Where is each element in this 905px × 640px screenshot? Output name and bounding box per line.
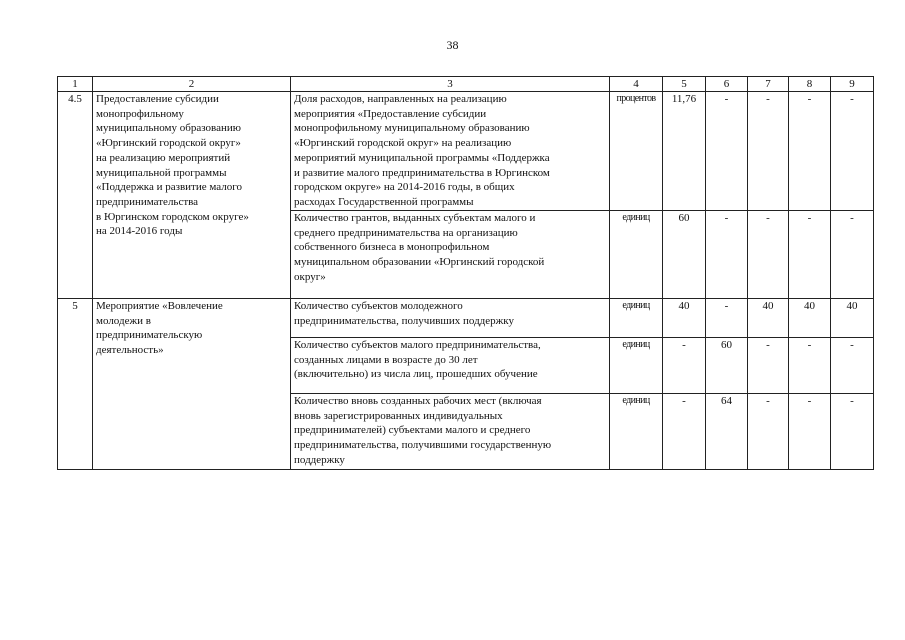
row-number: 5 xyxy=(58,299,93,470)
value-cell: - xyxy=(789,338,831,394)
event-name xyxy=(93,92,291,299)
unit-cell: процентов xyxy=(610,92,663,211)
event-line: муниципальной программы xyxy=(96,166,227,179)
indicator-line: предпринимательства, получившими государственную xyxy=(294,439,552,452)
column-header: 7 xyxy=(748,77,789,92)
unit-cell: единиц xyxy=(610,338,663,394)
indicator-line: вновь зарегистрированных индивидуальных xyxy=(294,409,503,422)
value-cell: - xyxy=(748,338,789,394)
event-line: «Поддержка и развитие малого xyxy=(96,181,242,194)
indicator-line: Количество вновь созданных рабочих мест (включая xyxy=(294,395,542,407)
value-cell: - xyxy=(831,211,874,299)
value-cell: 60 xyxy=(706,338,748,394)
unit-cell: единиц xyxy=(610,394,663,470)
column-header: 6 xyxy=(706,77,748,92)
value-cell: - xyxy=(831,92,874,211)
header-row xyxy=(58,77,874,92)
value-cell: 40 xyxy=(831,299,874,338)
indicator-text xyxy=(291,338,610,394)
column-header: 4 xyxy=(610,77,663,92)
event-line: Мероприятие «Вовлечение xyxy=(96,300,223,312)
column-header: 1 xyxy=(58,77,93,92)
value-cell: - xyxy=(663,338,706,394)
indicator-line: Количество грантов, выданных субъектам малого и xyxy=(294,212,536,224)
indicator-line: и развитие малого предпринимательства в Юргинском xyxy=(294,166,550,179)
event-line: «Юргинский городской округ» xyxy=(96,137,241,150)
indicator-line: городском округе» на 2014-2016 годы, в общих xyxy=(294,181,515,194)
table-row xyxy=(58,92,874,211)
indicator-line: (включительно) из числа лиц, прошедших обучение xyxy=(294,368,538,381)
column-header: 5 xyxy=(663,77,706,92)
event-line: предпринимательскую xyxy=(96,329,203,342)
value-cell: - xyxy=(663,394,706,470)
indicator-line: расходах Государственной программы xyxy=(294,195,474,208)
row-number: 4.5 xyxy=(58,92,93,299)
column-header: 9 xyxy=(831,77,874,92)
value-cell: - xyxy=(748,211,789,299)
event-line: на 2014-2016 годы xyxy=(96,225,183,238)
indicator-line: мероприятия «Предоставление субсидии xyxy=(294,107,487,120)
indicator-line: среднего предпринимательства на организацию xyxy=(294,226,518,239)
unit-cell: единиц xyxy=(610,211,663,299)
indicator-line: предпринимателей) субъектами малого и среднего xyxy=(294,424,531,437)
value-cell: 64 xyxy=(706,394,748,470)
value-cell: - xyxy=(748,92,789,211)
indicator-line: мероприятий муниципальной программы «Поддержка xyxy=(294,151,550,164)
event-line: предпринимательства xyxy=(96,195,199,208)
indicator-text xyxy=(291,394,610,470)
value-cell: 60 xyxy=(663,211,706,299)
value-cell: - xyxy=(748,394,789,470)
indicator-line: Количество субъектов молодежного xyxy=(294,300,463,312)
event-line: на реализацию мероприятий xyxy=(96,151,231,164)
event-name xyxy=(93,299,291,470)
event-line: в Юргинском городском округе» xyxy=(96,210,249,223)
indicators-table xyxy=(57,76,874,470)
indicator-line: созданных лицами в возрасте до 30 лет xyxy=(294,353,478,366)
indicator-line: Количество субъектов малого предпринимательства, xyxy=(294,339,541,351)
value-cell: - xyxy=(706,299,748,338)
value-cell: - xyxy=(706,92,748,211)
indicator-line: муниципальном образовании «Юргинский городской xyxy=(294,256,545,269)
indicator-line: поддержку xyxy=(294,453,345,466)
value-cell: - xyxy=(789,394,831,470)
column-header: 2 xyxy=(93,77,291,92)
value-cell: 40 xyxy=(748,299,789,338)
value-cell: 40 xyxy=(789,299,831,338)
indicator-line: собственного бизнеса в монопрофильном xyxy=(294,241,490,254)
indicator-text xyxy=(291,211,610,299)
indicator-line: монопрофильному муниципальному образованию xyxy=(294,122,530,135)
indicator-line: предпринимательства, получивших поддержку xyxy=(294,314,514,327)
value-cell: 40 xyxy=(663,299,706,338)
event-line: Предоставление субсидии xyxy=(96,93,219,105)
value-cell: - xyxy=(706,211,748,299)
indicator-line: округ» xyxy=(294,270,326,283)
column-header: 8 xyxy=(789,77,831,92)
event-line: монопрофильному xyxy=(96,107,184,120)
table-row xyxy=(58,299,874,338)
value-cell: - xyxy=(789,92,831,211)
indicator-line: «Юргинский городской округ» на реализацию xyxy=(294,137,512,150)
indicator-line: Доля расходов, направленных на реализацию xyxy=(294,93,507,105)
indicator-text xyxy=(291,92,610,211)
event-line: муниципальному образованию xyxy=(96,122,241,135)
indicator-text xyxy=(291,299,610,338)
value-cell: 11,76 xyxy=(663,92,706,211)
unit-cell: единиц xyxy=(610,299,663,338)
event-line: молодежи в xyxy=(96,314,151,327)
page-number: 38 xyxy=(446,38,459,52)
value-cell: - xyxy=(789,211,831,299)
value-cell: - xyxy=(831,338,874,394)
column-header: 3 xyxy=(291,77,610,92)
event-line: деятельность» xyxy=(96,344,164,357)
value-cell: - xyxy=(831,394,874,470)
